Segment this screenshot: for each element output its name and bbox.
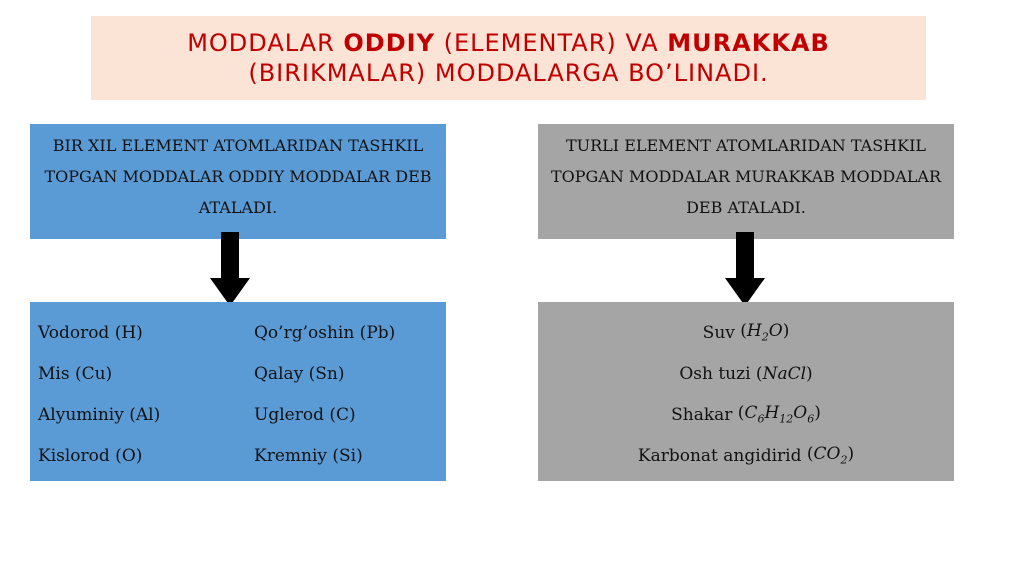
substance-name: Qo’rg’oshin (Pb) <box>254 322 396 343</box>
title-text-oddiy: ODDIY <box>343 29 435 57</box>
title-text-murakkab: MURAKKAB <box>667 29 830 57</box>
substance-name: Mis (Cu) <box>38 363 113 384</box>
title-text-elementar: (ELEMENTAR) VA <box>434 29 668 57</box>
formula-subscript: 12 <box>779 412 794 426</box>
arrow-shaft <box>736 232 754 280</box>
compound-name: Karbonat angidirid <box>637 445 802 466</box>
formula-subscript: 6 <box>757 412 765 426</box>
compound-formula: (NaCl) <box>750 363 813 384</box>
formula-symbol: NaCl <box>762 363 807 384</box>
arrow-shaft <box>221 232 239 280</box>
formula-symbol: O <box>768 321 783 342</box>
formula-subscript: 2 <box>840 453 848 467</box>
list-row <box>38 353 446 394</box>
substance-name: Kremniy (Si) <box>254 445 363 466</box>
compound-name: Suv <box>702 322 735 343</box>
substance-name: Kislorod (O) <box>38 445 143 466</box>
simple-substances-list <box>30 302 446 481</box>
formula-symbol: C <box>744 403 758 424</box>
list-row <box>538 394 954 435</box>
list-row <box>38 435 446 476</box>
title-text-moddalar: MODDALAR <box>187 29 344 57</box>
substance-name: Vodorod (H) <box>38 322 143 343</box>
formula-subscript: 6 <box>807 412 815 426</box>
compound-formula: $(CO_2)$ <box>801 444 855 467</box>
formula-symbol: CO <box>813 444 841 465</box>
title-banner <box>91 16 926 100</box>
title-line-2: (BIRIKMALAR) MODDALARGA BO’LINADI. <box>248 59 769 87</box>
arrow-down-icon <box>725 232 765 308</box>
simple-substance-definition: BIR XIL ELEMENT ATOMLARIDAN TASHKIL TOPGAN MODDALAR ODDIY MODDALAR DEB ATALADI. <box>30 124 446 239</box>
formula-symbol: H <box>746 321 762 342</box>
list-row <box>38 312 446 353</box>
formula-symbol: H <box>764 403 780 424</box>
substance-name: Qalay (Sn) <box>254 363 345 384</box>
substance-name: Alyuminiy (Al) <box>38 404 161 425</box>
list-row <box>538 312 954 353</box>
compound-formula: $(C_6H_{12}O_6)$ <box>732 403 821 426</box>
list-row <box>538 353 954 394</box>
list-row <box>38 394 446 435</box>
compound-name: Osh tuzi <box>679 363 751 384</box>
compound-formula: $(H_2O)$ <box>734 321 790 344</box>
formula-symbol: O <box>793 403 808 424</box>
list-row <box>538 435 954 476</box>
arrow-down-icon <box>210 232 250 308</box>
compound-name: Shakar <box>671 404 733 425</box>
complex-substances-list <box>538 302 954 481</box>
substance-name: Uglerod (C) <box>254 404 356 425</box>
complex-substance-definition: TURLI ELEMENT ATOMLARIDAN TASHKIL TOPGAN MODDALAR MURAKKAB MODDALAR DEB ATALADI. <box>538 124 954 239</box>
title-line-1 <box>187 28 830 58</box>
formula-subscript: 2 <box>761 330 769 344</box>
